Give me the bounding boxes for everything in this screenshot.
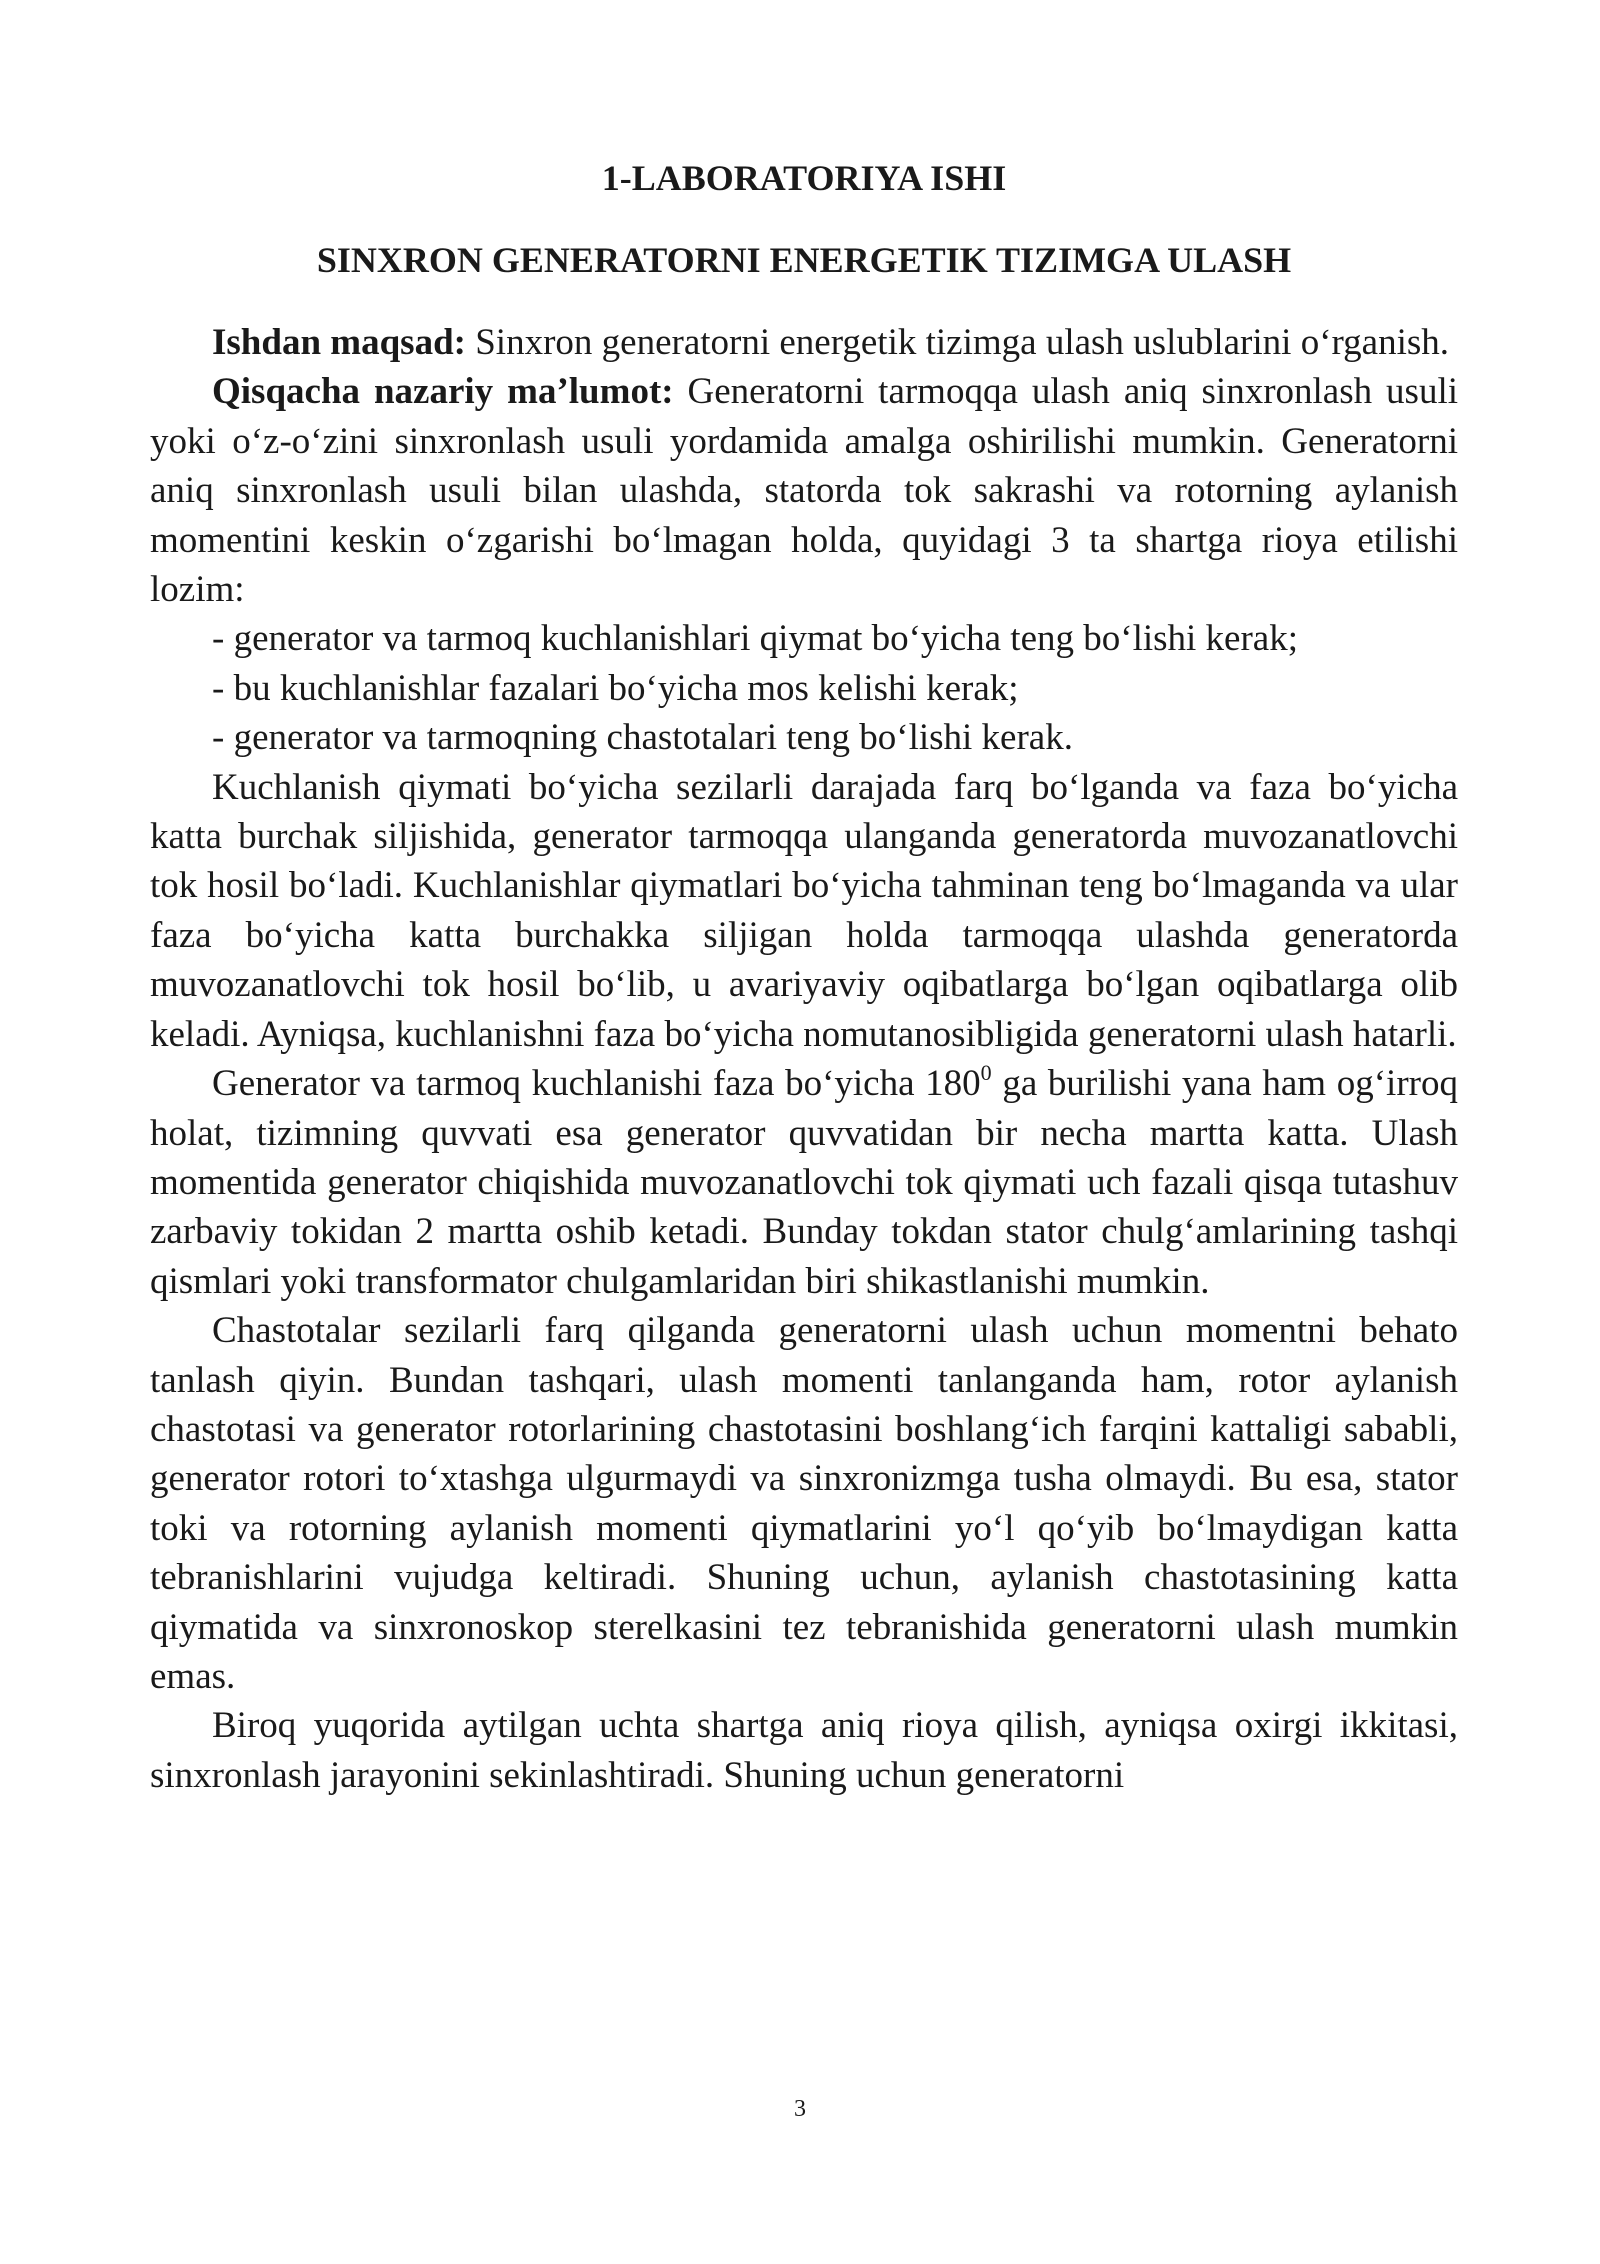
goal-paragraph xyxy=(150,318,1458,367)
paragraph-text: ga burilishi yana ham og‘irroq holat, tizimning quvvati esa generator quvvatidan bir necha martta katta. Ulash momentida generator chiqishida muvozanatlovchi tok qiymati uch fazali qisqa tutashuv zarbaviy tokidan 2 martta oshib ketadi. Bunday tokdan stator chulg‘amlarining tashqi qismlari yoki transformator chulgamlaridan biri shikastlanishi mumkin. xyxy=(150,1063,1458,1302)
body-paragraph: Kuchlanish qiymati bo‘yicha sezilarli darajada farq bo‘lganda va faza bo‘yicha katta burchak siljishida, generator tarmoqqa ulanganda generatorda muvozanatlovchi tok hosil bo‘ladi. Kuchlanishlar qiymatlari bo‘yicha tahminan teng bo‘lmaganda va ular faza bo‘yicha katta burchakka siljigan holda tarmoqqa ulashda generatorda muvozanatlovchi tok hosil bo‘lib, u avariyaviy oqibatlarga bo‘lgan oqibatlarga olib keladi. Ayniqsa, kuchlanishni faza bo‘yicha nomutanosibligida generatorni ulash hatarli. xyxy=(150,766,1458,1055)
condition-item: - generator va tarmoqning chastotalari teng bo‘lishi kerak. xyxy=(212,717,1073,759)
document-title: 1-LABORATORIYA ISHI xyxy=(601,158,1007,198)
document-subtitle: SINXRON GENERATORNI ENERGETIK TIZIMGA ULASH xyxy=(316,240,1292,280)
document-page xyxy=(150,150,1458,1800)
body-paragraph xyxy=(150,1059,1458,1306)
body-paragraph: Biroq yuqorida aytilgan uchta shartga aniq rioya qilish, ayniqsa oxirgi ikkitasi, sinxronlash jarayonini sekinlashtiradi. Shuning uchun generatorni xyxy=(150,1705,1458,1796)
goal-label: Ishdan maqsad: xyxy=(212,322,466,363)
theory-paragraph xyxy=(150,367,1458,614)
degree-superscript: 0 xyxy=(980,1059,992,1085)
condition-item: - bu kuchlanishlar fazalari bo‘yicha mos kelishi kerak; xyxy=(212,667,1019,709)
page-number: 3 xyxy=(794,2096,806,2122)
condition-item: - generator va tarmoq kuchlanishlari qiymat bo‘yicha teng bo‘lishi kerak; xyxy=(212,618,1299,660)
body-paragraph: Chastotalar sezilarli farq qilganda generatorni ulash uchun momentni behato tanlash qiyin. Bundan tashqari, ulash momenti tanlanganda ham, rotor aylanish chastotasi va generator rotorlarining chastotasini boshlang‘ich farqini kattaligi sababli, generator rotori to‘xtashga ulgurmaydi va sinxronizmga tusha olmaydi. Bu esa, stator toki va rotorning aylanish momenti qiymatlarini yo‘l qo‘yib bo‘lmaydigan katta tebranishlarini vujudga keltiradi. Shuning uchun, aylanish chastotasining katta qiymatida va sinxronoskop sterelkasini tez tebranishida generatorni ulash mumkin emas. xyxy=(150,1310,1458,1697)
theory-text: Generatorni tarmoqqa ulash aniq sinxronlash usuli yoki o‘z-o‘zini sinxronlash usuli yordamida amalga oshirilishi mumkin. Generatorni aniq sinxronlash usuli bilan ulashda, statorda tok sakrashi va rotorning aylanish momentini keskin o‘zgarishi bo‘lmagan holda, quyidagi 3 ta shartga rioya etilishi lozim: xyxy=(150,371,1459,611)
paragraph-text: Generator va tarmoq kuchlanishi faza bo‘yicha 180 xyxy=(212,1063,981,1105)
goal-text: Sinxron generatorni energetik tizimga ulash uslublarini o‘rganish. xyxy=(465,322,1450,363)
theory-label: Qisqacha nazariy ma’lumot: xyxy=(212,371,674,413)
